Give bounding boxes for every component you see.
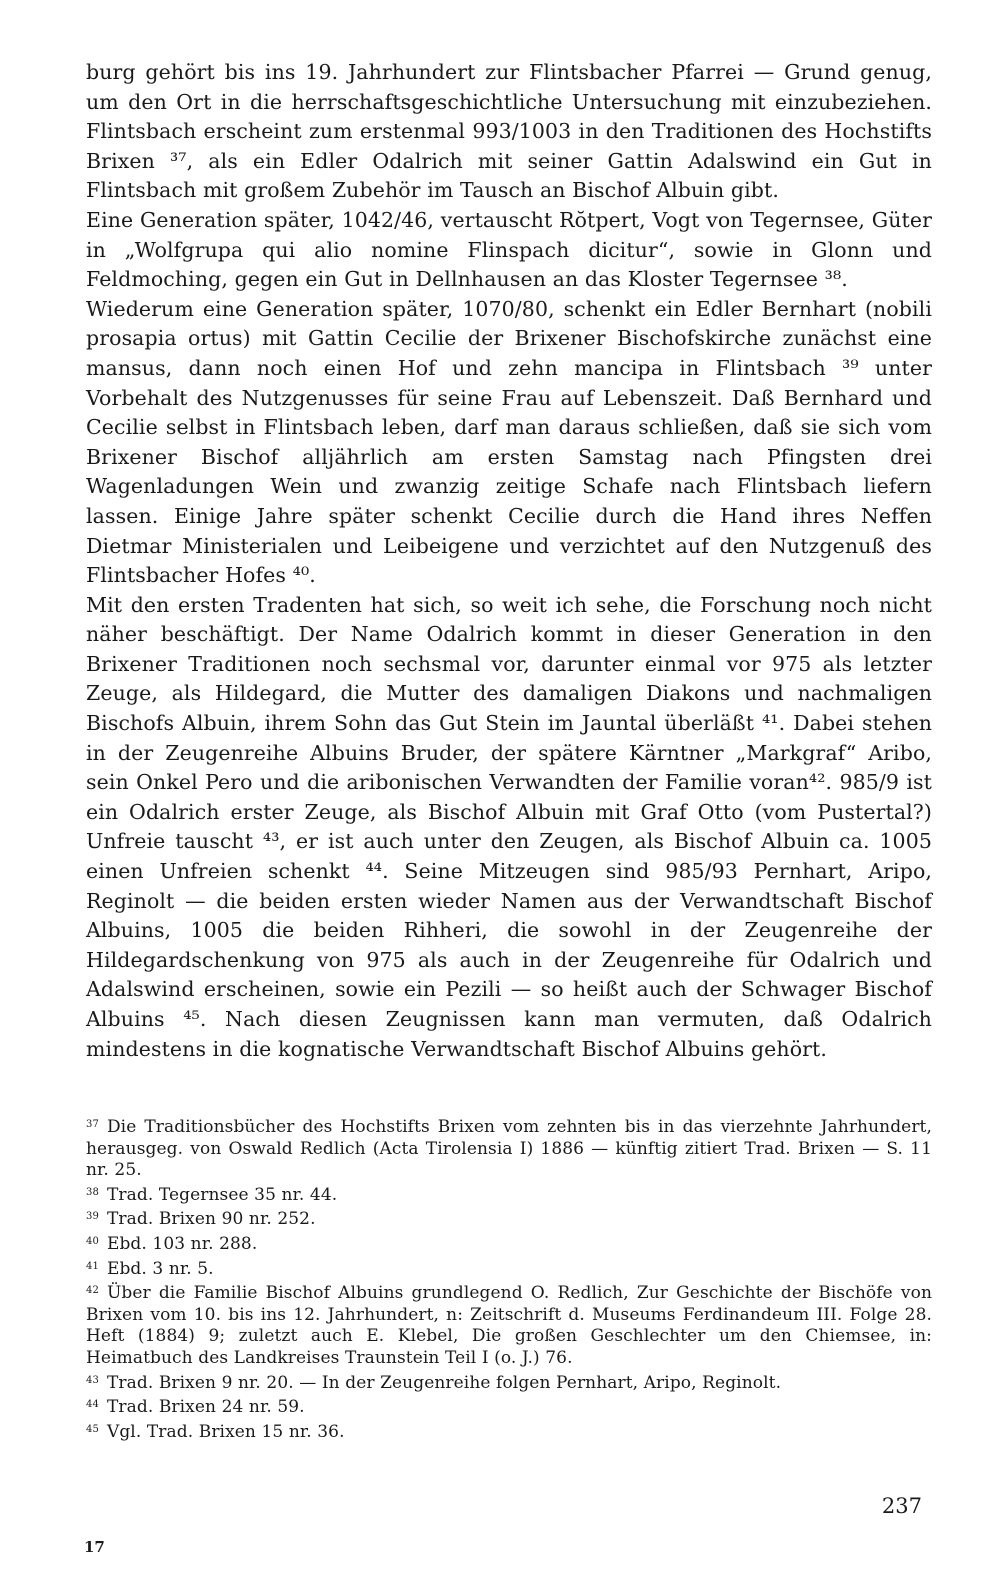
footnote-number: 40 — [86, 1235, 99, 1247]
footnote — [86, 1206, 932, 1231]
signature-mark: 17 — [84, 1538, 105, 1556]
footnote-text: Trad. Brixen 9 nr. 20. — In der Zeugenreihe folgen Pernhart, Aripo, Reginolt. — [106, 1372, 782, 1393]
footnote-text: Die Traditionsbücher des Hochstifts Brixen vom zehnten bis in das vierzehnte Jahrhundert, herausgeg. von Oswald Redlich (Acta Tirolensia I) 1886 — künftig zitiert Trad. Brixen — S. 11 nr. 25. — [86, 1117, 932, 1181]
footnote — [86, 1114, 932, 1182]
paragraph-4: Mit den ersten Tradenten hat sich, so weit ich sehe, die Forschung noch nicht näher beschäftigt. Der Name Odalrich kommt in dieser Generation in den Brixener Traditionen noch sechsmal vor, darunter einmal vor 975 als letzter Zeuge, als Hildegard, die Mutter des damaligen Diakons und nachmaligen Bischofs Albuin, ihrem Sohn das Gut Stein im Jauntal überläßt ⁴¹. Dabei stehen in der Zeugenreihe Albuins Bruder, der spätere Kärntner „Markgraf“ Aribo, sein Onkel Pero und die aribonischen Verwandten der Familie voran⁴². 985/9 ist ein Odalrich erster Zeuge, als Bischof Albuin mit Graf Otto (vom Pustertal?) Unfreie tauscht ⁴³, er ist auch unter den Zeugen, als Bischof Albuin ca. 1005 einen Unfreien schenkt ⁴⁴. Seine Mitzeugen sind 985/93 Pernhart, Aripo, Reginolt — die beiden ersten wieder Namen aus der Verwandtschaft Bischof Albuins, 1005 die beiden Rihheri, die sowohl in der Zeugenreihe der Hildegardschenkung von 975 als auch in der Zeugenreihe für Odalrich und Adalswind erscheinen, sowie ein Pezili — so heißt auch der Schwager Bischof Albuins ⁴⁵. Nach diesen Zeugnissen kann man vermuten, daß Odalrich mindestens in die kognatische Verwandtschaft Bischof Albuins gehört. — [86, 592, 932, 1061]
footnote-text: Trad. Tegernsee 35 nr. 44. — [106, 1184, 338, 1205]
footnote — [86, 1256, 932, 1281]
main-text — [86, 58, 932, 1064]
footnote-number: 38 — [86, 1186, 99, 1198]
footnote-number: 44 — [86, 1399, 99, 1411]
paragraph-1: burg gehört bis ins 19. Jahrhundert zur Flintsbacher Pfarrei — Grund genug, um den Ort in die herrschaftsgeschichtliche Untersuchung mit einzubeziehen. Flintsbach erscheint zum erstenmal 993/1003 in den Traditionen des Hochstifts Brixen ³⁷, als ein Edler Odalrich mit seiner Gattin Adalswind ein Gut in Flintsbach mit großem Zubehör im Tausch an Bischof Albuin gibt. — [86, 60, 932, 203]
footnote-number: 42 — [86, 1285, 99, 1297]
footnote-text: Ebd. 103 nr. 288. — [106, 1233, 258, 1254]
footnote-number: 39 — [86, 1211, 99, 1223]
footnote-number: 43 — [86, 1374, 99, 1386]
footnote — [86, 1182, 932, 1207]
footnote-text: Über die Familie Bischof Albuins grundlegend O. Redlich, Zur Geschichte der Bischöfe von Brixen vom 10. bis ins 12. Jahrhundert, n: Zeitschrift d. Museums Ferdinandeum III. Folge 28. Heft (1884) 9; zuletzt auch E. Klebel, Die großen Geschlechter um den Chiemsee, in: Heimatbuch des Landkreises Traunstein Teil I (o. J.) 76. — [86, 1283, 932, 1368]
paragraph-2: Eine Generation später, 1042/46, vertauscht Rŏtpert, Vogt von Tegernsee, Güter in „Wolfgrupa qui alio nomine Flinspach dicitur“, sowie in Glonn und Feldmoching, gegen ein Gut in Dellnhausen an das Kloster Tegernsee ³⁸. — [86, 207, 932, 292]
footnote — [86, 1394, 932, 1419]
footnote-text: Ebd. 3 nr. 5. — [106, 1258, 214, 1279]
footnote-number: 41 — [86, 1260, 99, 1272]
footnote-text: Trad. Brixen 24 nr. 59. — [106, 1397, 305, 1418]
footnote-text: Vgl. Trad. Brixen 15 nr. 36. — [106, 1421, 345, 1442]
footnote — [86, 1280, 932, 1369]
footnote — [86, 1231, 932, 1256]
page-number: 237 — [881, 1494, 922, 1518]
footnotes — [86, 1114, 932, 1443]
paragraph-3: Wiederum eine Generation später, 1070/80, schenkt ein Edler Bernhart (nobili prosapia ortus) mit Gattin Cecilie der Brixener Bischofskirche zunächst eine mansus, dann noch einen Hof und zehn mancipa in Flintsbach ³⁹ unter Vorbehalt des Nutzgenusses für seine Frau auf Lebenszeit. Daß Bernhard und Cecilie selbst in Flintsbach leben, darf man daraus schließen, daß sie sich vom Brixener Bischof alljährlich am ersten Samstag nach Pfingsten drei Wagenladungen Wein und zwanzig zeitige Schafe nach Flintsbach liefern lassen. Einige Jahre später schenkt Cecilie durch die Hand ihres Neffen Dietmar Ministerialen und Leibeigene und verzichtet auf den Nutzgenuß des Flintsbacher Hofes ⁴⁰. — [86, 296, 932, 588]
footnote-number: 37 — [86, 1119, 99, 1130]
footnote — [86, 1419, 932, 1444]
footnote — [86, 1370, 932, 1395]
footnote-number: 45 — [86, 1423, 99, 1435]
footnote-text: Trad. Brixen 90 nr. 252. — [106, 1209, 316, 1230]
